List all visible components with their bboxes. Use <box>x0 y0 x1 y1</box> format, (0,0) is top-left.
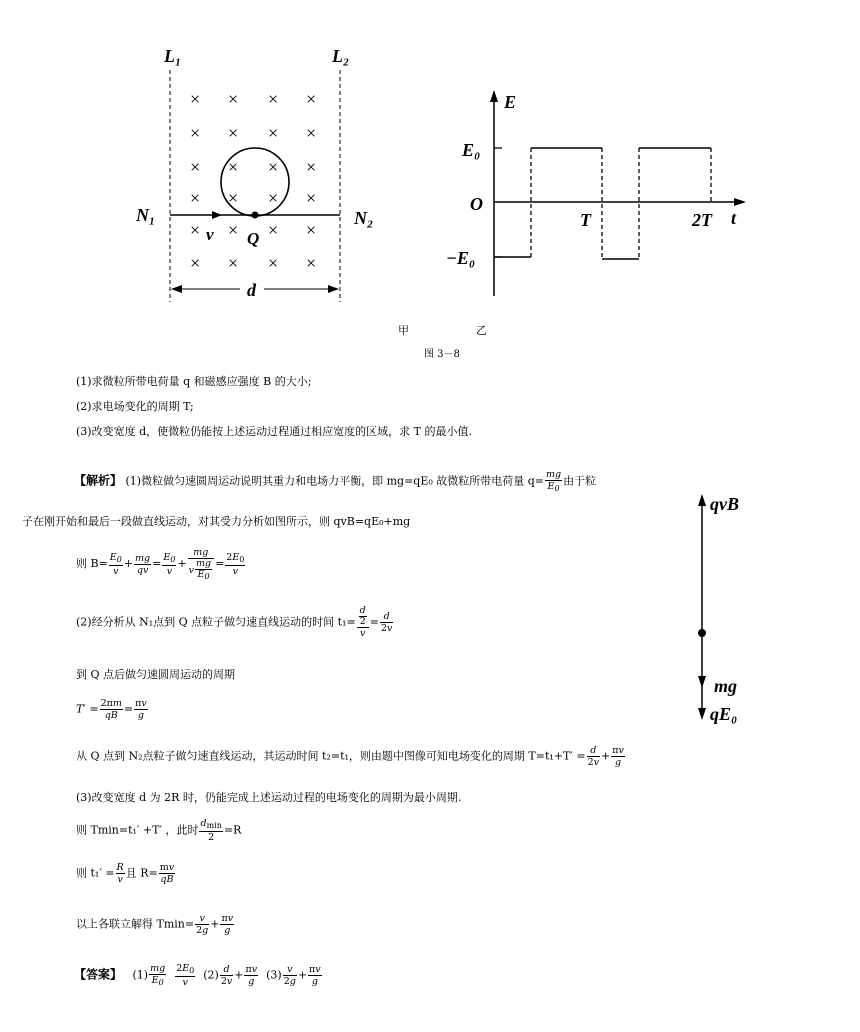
dimension-arrow-right <box>328 285 339 293</box>
cross-mark: × <box>268 253 279 273</box>
label-l1: L₁ <box>164 46 182 66</box>
figure-magnetic-field <box>130 40 374 305</box>
solution-line-4: (2)经分析从 N₁点到 Q 点粒子做匀速直线运动的时间 t₁= $\frac{\frac{d}{2}}{v}$ = $\frac{d}{2v}$ <box>76 605 393 639</box>
cross-mark: × <box>190 89 201 109</box>
cross-mark: × <box>228 220 239 240</box>
caption-jia: 甲 <box>398 324 409 337</box>
figure-caption: 图 3－8 <box>424 349 460 360</box>
cross-mark: × <box>268 157 279 177</box>
solution-line-9: 则 Tmin=t₁′ +T′ ，此时 $\frac{d_{min}}{2}$ =R <box>76 818 242 843</box>
solution-t1prime-text: 则 t₁′ = <box>76 866 115 880</box>
label-t-axis: t <box>731 208 737 228</box>
cross-mark: × <box>306 188 317 208</box>
question-2: (2)求电场变化的周期 T; <box>76 400 194 413</box>
label-neg-e0: −E₀ <box>446 248 476 268</box>
label-qe0: qE₀ <box>710 704 738 724</box>
solution-line-1: 【解析】 (1)微粒做匀速圆周运动说明其重力和电场力平衡，即 mg=qE₀ 故微粒所带电荷量 q= $\frac{mg}{E_0}$ 由于粒 <box>74 469 597 493</box>
figure-square-wave <box>440 84 750 304</box>
label-qvb: qvB <box>710 494 739 514</box>
label-origin: O <box>470 194 483 214</box>
t-axis-arrow <box>734 198 746 206</box>
cross-mark: × <box>268 188 279 208</box>
wave-transitions <box>531 148 711 259</box>
solution-line-10: 则 t₁′ = $\frac{R}{v}$ 且 R= $\frac{mv}{qB}$ <box>76 862 175 885</box>
force-diagram <box>688 488 788 728</box>
cross-mark: × <box>190 157 201 177</box>
label-q: Q <box>247 229 260 248</box>
cross-mark: × <box>228 253 239 273</box>
solution-line-2: 子在刚开始和最后一段做直线运动，对其受力分析如图所示，则 qvB=qE₀+mg <box>22 515 411 528</box>
cross-mark: × <box>190 253 201 273</box>
question-3: (3)改变宽度 d，使微粒仍能按上述运动过程通过相应宽度的区域，求 T 的最小值. <box>76 425 472 438</box>
cross-mark: × <box>228 89 239 109</box>
cross-mark: × <box>306 123 317 143</box>
cross-mark: × <box>306 220 317 240</box>
force-up-arrow <box>698 494 706 506</box>
cross-mark: × <box>228 188 239 208</box>
velocity-arrowhead <box>212 211 222 219</box>
particle-point <box>698 629 706 637</box>
solution-p1: (1)微粒做匀速圆周运动说明其重力和电场力平衡，即 mg=qE₀ 故微粒所带电荷量 q= <box>125 474 545 488</box>
answer-tag: 【答案】 <box>74 967 123 982</box>
label-d: d <box>247 280 256 300</box>
cross-mark: × <box>228 157 239 177</box>
label-l2: L₂ <box>332 46 350 66</box>
dimension-arrow-left <box>171 285 182 293</box>
solution-tprime-label: T′ = <box>76 702 99 716</box>
solution-period-text: 从 Q 点到 N₂点粒子做匀速直线运动，其运动时间 t₂=t₁，则由题中图像可知电场变化的周期 T=t₁+T′ = <box>76 749 586 763</box>
label-v: v <box>206 225 214 244</box>
force-down-arrow-2 <box>698 708 706 720</box>
solution-line-6: T′ = $\frac{2\pi m}{qB}$ = $\frac{\pi v}{g}$ <box>76 698 147 721</box>
solution-line-7: 从 Q 点到 N₂点粒子做匀速直线运动，其运动时间 t₂=t₁，则由题中图像可知电场变化的周期 T=t₁+T′ = $\frac{d}{2v}$ + $\frac{\pi v}{g}$ <box>76 745 624 768</box>
label-n2: N₂ <box>354 208 374 228</box>
cross-mark: × <box>306 157 317 177</box>
label-t-period: T <box>580 210 591 230</box>
solution-t1-text: (2)经分析从 N₁点到 Q 点粒子做匀速直线运动的时间 t₁= <box>76 615 356 629</box>
cross-mark: × <box>190 220 201 240</box>
question-1: (1)求微粒所带电荷量 q 和磁感应强度 B 的大小; <box>76 375 312 388</box>
answer-line: 【答案】 (1) $\frac{mg}{E_0}$ $\frac{2E_0}{v}$ (2) $\frac{d}{2v}$ + $\frac{\pi v}{g}$ (3) $\frac{v}{2g}$ + $\frac{\pi v}{g}$ <box>74 963 321 988</box>
solution-b-label: 则 B= <box>76 557 108 570</box>
solution-tmin-tail: =R <box>223 823 242 837</box>
solution-line-11: 以上各联立解得 Tmin= $\frac{v}{2g}$ + $\frac{\pi v}{g}$ <box>76 913 234 936</box>
label-mg: mg <box>714 676 738 696</box>
cross-mark: × <box>190 123 201 143</box>
label-e0: E₀ <box>462 140 481 160</box>
caption-yi: 乙 <box>476 324 487 337</box>
cross-mark: × <box>268 123 279 143</box>
solution-line-3: 则 B= $\frac{E_0}{v}$ + $\frac{mg}{qv}$ = $\frac{E_0}{v}$ + mg v $\frac{mg}{E_0}$ = $\frac{2E_0}{v}$ <box>76 547 245 581</box>
solution-tmin-text: 则 Tmin=t₁′ +T′ ，此时 <box>76 823 199 837</box>
cross-mark: × <box>268 89 279 109</box>
solution-tag: 【解析】 <box>74 473 123 488</box>
point-q <box>252 212 259 219</box>
label-2t: 2T <box>692 210 712 230</box>
force-down-arrow-1 <box>698 676 706 688</box>
cross-mark: × <box>190 188 201 208</box>
solution-r-text: 且 R= <box>125 866 158 880</box>
cross-mark: × <box>228 123 239 143</box>
cross-mark: × <box>268 220 279 240</box>
label-n1: N₁ <box>136 205 156 225</box>
solution-line-5: 到 Q 点后做匀速圆周运动的周期 <box>76 668 236 681</box>
solution-final-text: 以上各联立解得 Tmin= <box>76 917 195 931</box>
cross-mark: × <box>306 89 317 109</box>
label-e: E <box>504 92 517 112</box>
e-axis-arrow <box>490 90 498 102</box>
circular-path <box>221 148 289 216</box>
solution-line-8: (3)改变宽度 d 为 2R 时，仍能完成上述运动过程的电场变化的周期为最小周期. <box>76 791 462 804</box>
solution-p1-tail: 由于粒 <box>563 474 597 488</box>
cross-mark: × <box>306 253 317 273</box>
